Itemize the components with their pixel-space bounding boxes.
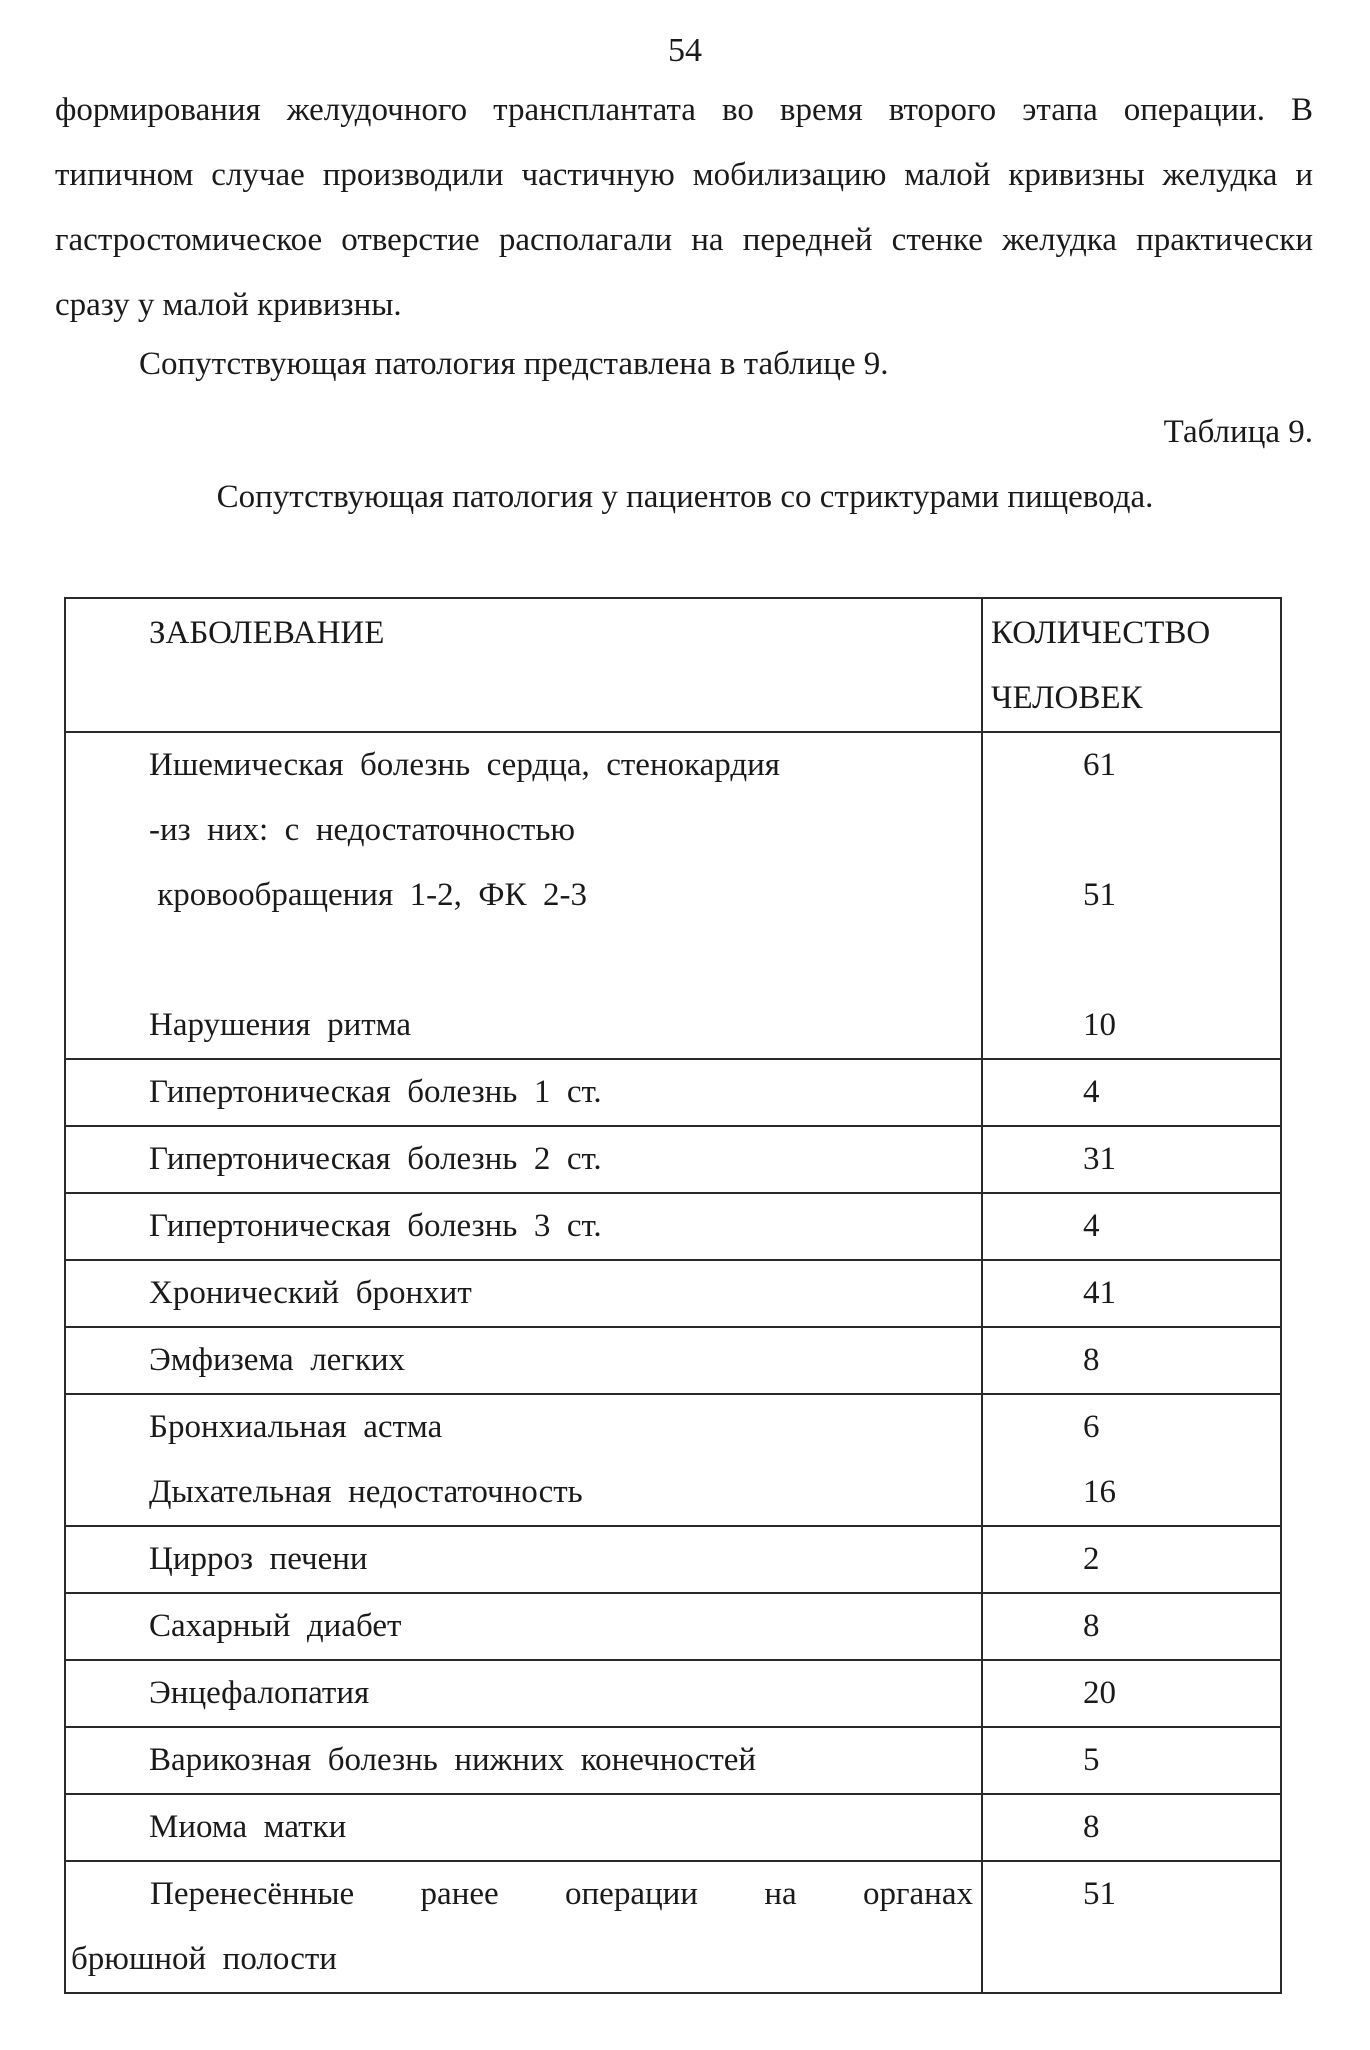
paragraph-table-reference: Сопутствующая патология представлена в таблице 9.	[139, 346, 889, 382]
cell-disease: Энцефалопатия	[65, 1660, 982, 1727]
prior-surgery-word: Перенесённые	[150, 1876, 355, 1912]
cell-count: 31	[982, 1126, 1281, 1193]
cardiac-line1: Ишемическая болезнь сердца, стенокардия	[149, 747, 780, 783]
prior-surgery-word: ранее	[420, 1876, 499, 1912]
cardiac-value3: 51	[1083, 877, 1116, 913]
table-row-respiratory	[65, 1394, 1281, 1526]
cardiac-value-spacer2	[1083, 928, 1280, 993]
table-row	[65, 1126, 1281, 1193]
cell-count: 20	[982, 1660, 1281, 1727]
cell-count: 5	[982, 1727, 1281, 1794]
cell-count-cardiac	[982, 732, 1281, 1059]
cardiac-value-spacer1	[1083, 798, 1280, 863]
comorbidity-table	[64, 597, 1282, 1994]
cell-disease: Эмфизема легких	[65, 1327, 982, 1394]
table-row	[65, 1059, 1281, 1126]
header-count-line2: ЧЕЛОВЕК	[991, 680, 1143, 716]
cell-disease-cardiac	[65, 732, 982, 1059]
header-count	[982, 598, 1281, 732]
cardiac-spacer	[149, 928, 981, 993]
cell-disease-respiratory	[65, 1394, 982, 1526]
cell-disease: Гипертоническая болезнь 3 ст.	[65, 1193, 982, 1260]
table-row-cardiac	[65, 732, 1281, 1059]
table-row	[65, 1593, 1281, 1660]
table-row	[65, 1794, 1281, 1861]
table-row	[65, 1327, 1281, 1394]
table-header-row	[65, 598, 1281, 732]
cell-disease: Миома матки	[65, 1794, 982, 1861]
prior-surgery-word: на	[764, 1876, 797, 1912]
cardiac-line2: -из них: с недостаточностью	[149, 812, 576, 848]
cell-count: 4	[982, 1193, 1281, 1260]
header-disease: ЗАБОЛЕВАНИЕ	[65, 598, 982, 732]
cardiac-value1: 61	[1083, 747, 1116, 783]
cell-disease: Цирроз печени	[65, 1526, 982, 1593]
cell-disease: Гипертоническая болезнь 1 ст.	[65, 1059, 982, 1126]
table-row	[65, 1660, 1281, 1727]
cell-count: 4	[982, 1059, 1281, 1126]
cell-count: 8	[982, 1794, 1281, 1861]
cardiac-line5: Нарушения ритма	[149, 1007, 411, 1043]
respiratory-value2: 16	[1083, 1474, 1116, 1510]
header-count-line1: КОЛИЧЕСТВО	[991, 615, 1211, 651]
cell-count: 2	[982, 1526, 1281, 1593]
table-row	[65, 1727, 1281, 1794]
table-row-last	[65, 1861, 1281, 1993]
prior-surgery-line1	[66, 1862, 973, 1927]
respiratory-line2: Дыхательная недостаточность	[149, 1474, 583, 1510]
respiratory-line1: Бронхиальная астма	[149, 1409, 443, 1445]
cell-count-respiratory	[982, 1394, 1281, 1526]
table-caption: Сопутствующая патология у пациентов со стриктурами пищевода.	[216, 479, 1154, 515]
cell-count: 41	[982, 1260, 1281, 1327]
page-number: 54	[668, 32, 702, 69]
table-row	[65, 1526, 1281, 1593]
table-row	[65, 1260, 1281, 1327]
prior-surgery-word: органах	[862, 1876, 973, 1912]
cell-disease: Варикозная болезнь нижних конечностей	[65, 1727, 982, 1794]
paragraph-intro: формирования желудочного трансплантата во время второго этапа операции. В типичном случае производили частичную мобилизацию малой кривизны желудка и гастростомическое отверстие располагали на передней стенке желудка практически сразу у малой кривизны.	[55, 92, 1313, 323]
prior-surgery-word: операции	[565, 1876, 698, 1912]
cardiac-line3: кровообращения 1-2, ФК 2-3	[149, 877, 587, 913]
cell-disease-prior-surgery	[65, 1861, 982, 1993]
cell-count: 8	[982, 1593, 1281, 1660]
cell-count: 8	[982, 1327, 1281, 1394]
cell-count-prior-surgery: 51	[982, 1861, 1281, 1993]
respiratory-value1: 6	[1083, 1409, 1100, 1445]
table-row	[65, 1193, 1281, 1260]
cell-disease: Хронический бронхит	[65, 1260, 982, 1327]
prior-surgery-line2: брюшной полости	[71, 1941, 337, 1977]
table-label: Таблица 9.	[1163, 414, 1313, 450]
cell-disease: Гипертоническая болезнь 2 ст.	[65, 1126, 982, 1193]
cell-disease: Сахарный диабет	[65, 1593, 982, 1660]
cardiac-value5: 10	[1083, 1007, 1116, 1043]
